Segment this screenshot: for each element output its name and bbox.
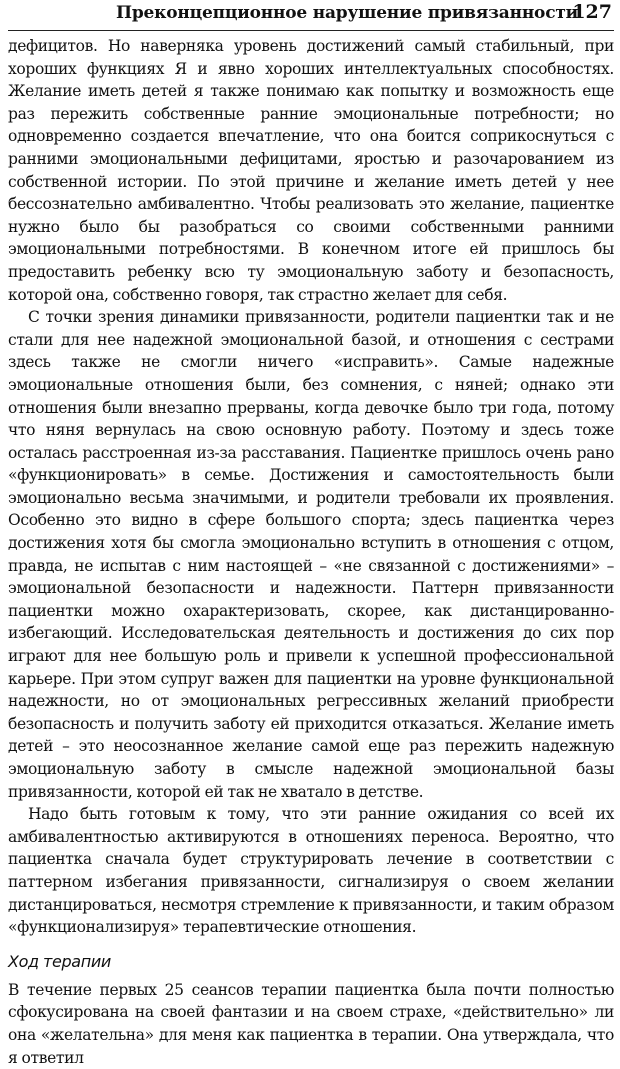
page-number: 127 [572, 1, 612, 23]
paragraph: С точки зрения динамики привязанности, родители пациентки так и не стали для нее надежной эмоциональной базой, и отношения с сестрами здесь также не смогли ничего «исправить». Самые надежные эмоциональные отношения были, без сомнения, с няней; однако эти отношения были внезапно прерваны, когда девочке было три года, потому что няня вернулась на свою основную работу. Поэтому и здесь тоже осталась расстроенная из-за расставания. Пациентке пришлось очень рано «функционировать» в семье. Достижения и самостоятельность были эмоционально весьма значимыми, и родители требовали их проявления. Особенно это видно в сфере большого спорта; здесь пациентка через достижения хотя бы смогла эмоционально вступить в отношения с отцом, правда, не испытав с ним настоящей – «не связанной с достижениями» – эмоциональной безопасности и надежности. Паттерн привязанности пациентки можно охарактеризовать, скорее, как дистанцированно-избегающий. Исследовательская деятельность и достижения до сих пор играют для нее большую роль и привели к успешной профессиональной карьере. При этом супруг важен для пациентки на уровне функциональной надежности, но от эмоциональных регрессивных желаний приобрести безопасность и получить заботу ей приходится отказаться. Желание иметь детей – это неосознанное желание самой еще раз пережить надежную эмоциональную заботу в смысле надежной эмоциональной базы привязанности, которой ей так не хватало в детстве. [8, 308, 614, 801]
paragraph: В течение первых 25 сеансов терапии пациентка была почти полностью сфокусирована на своей фантазии и на своем страхе, «действительно» ли она «желательна» для меня как пациентка в терапии. Она утверждала, что я ответил [8, 980, 614, 1067]
body-text [8, 35, 614, 1069]
paragraph: дефицитов. Но наверняка уровень достижений самый стабильный, при хороших функциях Я и явно хороших интеллектуальных способностях. Желание иметь детей я также понимаю как попытку и возможность еще раз пережить собственные ранние эмоциональные потребности; но одновременно создается впечатление, что она боится соприкоснуться с ранними эмоциональными дефицитами, яростью и разочарованием из собственной истории. По этой причине и желание иметь детей у нее бессознательно амбивалентно. Чтобы реализовать это желание, пациентке нужно было бы разобраться со своими собственными ранними эмоциональными потребностями. В конечном итоге ей пришлось бы предоставить ребенку всю ту эмоциональную заботу и безопасность, которой она, собственно говоря, так страстно желает для себя. [8, 37, 614, 304]
page-header [8, 0, 614, 31]
section-heading: Ход терапии [8, 951, 111, 971]
book-page [8, 0, 614, 1067]
running-title: Преконцепционное нарушение привязанности [116, 3, 579, 23]
paragraph: Надо быть готовым к тому, что эти ранние ожидания со всей их амбивалентностью активируются в отношениях переноса. Вероятно, что пациентка сначала будет структурировать лечение в соответствии с паттерном избегания привязанности, сигнализируя о своем желании дистанцироваться, несмотря стремление к привязанности, и таким образом «функционализируя» терапевтические отношения. [8, 805, 614, 937]
